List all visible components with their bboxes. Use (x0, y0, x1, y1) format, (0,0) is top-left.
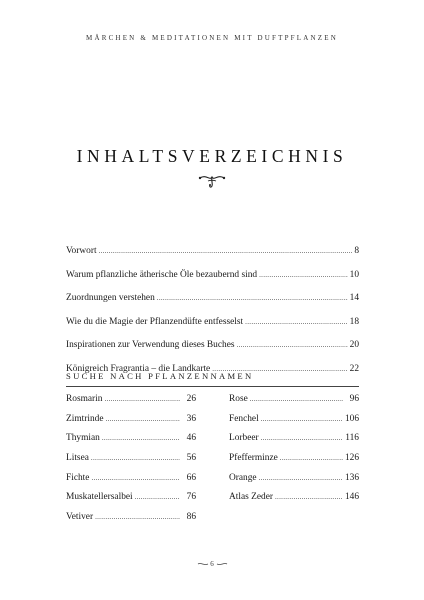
dot-leader (106, 415, 181, 423)
toc-entry-label: Vorwort (66, 246, 97, 256)
plant-entry-page: 76 (186, 492, 196, 503)
table-of-contents (66, 246, 359, 388)
dot-leader (135, 493, 180, 501)
dot-leader (91, 454, 180, 462)
dot-leader (250, 395, 343, 403)
dot-leader (259, 271, 348, 279)
dot-leader (91, 474, 180, 482)
plant-entry[interactable] (229, 473, 359, 493)
toc-entry[interactable] (66, 317, 359, 341)
plant-index-left (66, 394, 196, 532)
dot-leader (237, 341, 348, 349)
dot-leader (157, 294, 348, 302)
toc-entry[interactable] (66, 246, 359, 270)
page-number: 6 (210, 560, 214, 568)
dot-leader (280, 454, 343, 462)
plant-entry-label: Atlas Zeder (229, 492, 273, 503)
plant-entry-page: 26 (186, 394, 196, 404)
toc-entry[interactable] (66, 293, 359, 317)
plant-index-right (229, 394, 359, 512)
plant-entry-page: 46 (186, 433, 196, 444)
plant-entry-page: 146 (344, 492, 359, 503)
page-title: INHALTSVERZEICHNIS (76, 146, 348, 166)
plant-entry[interactable] (229, 433, 359, 453)
plant-entry-label: Thymian (66, 433, 100, 444)
footer-ornament-left-icon (197, 561, 209, 567)
plant-entry[interactable] (66, 453, 196, 473)
plant-entry-label: Litsea (66, 453, 89, 464)
plant-entry-label: Rose (229, 394, 248, 404)
toc-entry-page: 18 (349, 316, 359, 327)
dot-leader (104, 395, 180, 403)
toc-entry[interactable] (66, 270, 359, 294)
toc-entry-label: Warum pflanzliche ätherische Öle bezaubernd sind (66, 269, 258, 280)
plant-entry[interactable] (66, 433, 196, 453)
plant-entry-label: Zimtrinde (66, 413, 104, 424)
plant-entry[interactable] (229, 492, 359, 512)
dot-leader (102, 434, 180, 442)
plant-entry-page: 66 (186, 472, 196, 483)
plant-entry-page: 126 (344, 453, 359, 464)
toc-entry-page: 22 (349, 363, 359, 374)
plant-entry-page: 106 (344, 413, 359, 424)
plant-entry[interactable] (229, 453, 359, 473)
section-heading: SUCHE NACH PFLANZENNAMEN (66, 371, 254, 381)
toc-entry-label: Inspirationen zur Verwendung dieses Buches (66, 340, 235, 351)
plant-entry-page: 36 (186, 413, 196, 424)
plant-entry-label: Vetiver (66, 512, 94, 523)
dot-leader (275, 493, 343, 501)
toc-entry[interactable] (66, 340, 359, 364)
toc-entry-page: 10 (349, 269, 359, 280)
footer-ornament-right-icon (216, 561, 228, 567)
plant-entry-label: Pfefferminze (229, 453, 278, 464)
plant-entry-page: 116 (345, 433, 359, 444)
toc-entry-page: 8 (354, 246, 359, 256)
toc-entry-label: Königreich Fragrantia – die Landkarte (66, 363, 211, 374)
plant-entry-label: Fenchel (229, 413, 259, 424)
dot-leader (261, 415, 343, 423)
plant-entry[interactable] (66, 414, 196, 434)
plant-entry-page: 96 (349, 394, 359, 404)
plant-entry-label: Fichte (66, 472, 90, 483)
dot-leader (259, 474, 343, 482)
dot-leader (99, 247, 353, 255)
plant-entry-page: 56 (186, 453, 196, 464)
plant-entry[interactable] (229, 394, 359, 414)
toc-entry-label: Zuordnungen verstehen (66, 293, 155, 304)
plant-entry-label: Orange (229, 472, 257, 483)
plant-entry[interactable] (66, 473, 196, 493)
plant-entry[interactable] (66, 394, 196, 414)
plant-entry[interactable] (66, 512, 196, 532)
fleuron-ornament-icon (196, 172, 228, 192)
plant-entry-label: Muskatellersalbei (66, 492, 133, 503)
toc-entry-page: 20 (349, 340, 359, 351)
section-divider (66, 386, 359, 387)
dot-leader (95, 513, 180, 521)
plant-entry-page: 86 (186, 512, 196, 523)
plant-entry-page: 136 (344, 472, 359, 483)
page-footer (0, 560, 424, 568)
plant-entry[interactable] (229, 414, 359, 434)
dot-leader (261, 434, 343, 442)
plant-entry-label: Rosmarin (66, 394, 103, 404)
toc-entry-label: Wie du die Magie der Pflanzendüfte entfesselst (66, 316, 244, 327)
toc-entry-page: 14 (349, 293, 359, 304)
plant-entry-label: Lorbeer (229, 433, 259, 444)
running-head: MÄRCHEN & MEDITATIONEN MIT DUFTPFLANZEN (86, 34, 338, 42)
plant-entry[interactable] (66, 492, 196, 512)
dot-leader (245, 318, 347, 326)
